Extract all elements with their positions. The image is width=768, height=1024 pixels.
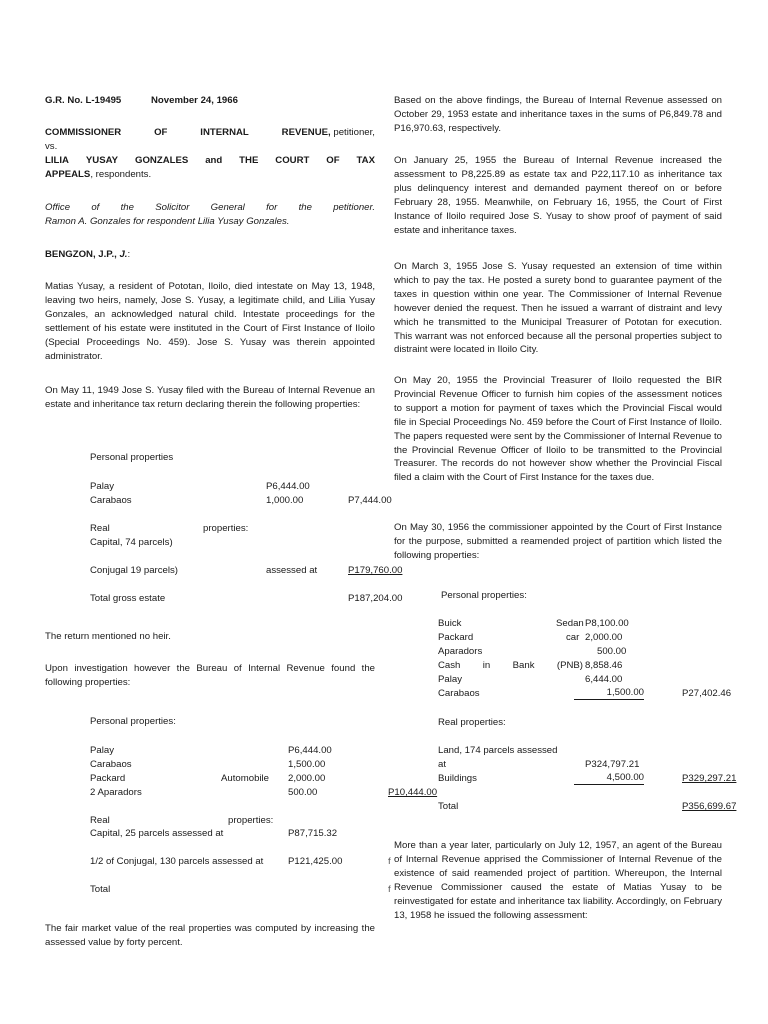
- row-label: 2 Aparadors: [90, 787, 142, 798]
- decision-date: November 24, 1966: [151, 95, 238, 106]
- row-label: Capital, 25 parcels assessed at: [90, 828, 224, 839]
- judge-name: BENGZON, J.P.,: [45, 249, 117, 260]
- row-label: 1/2 of Conjugal, 130 parcels assessed at: [90, 856, 264, 867]
- row-total: P179,760.00: [348, 565, 403, 576]
- row-value: 1,500.00: [288, 759, 326, 770]
- row-label: Packard: [438, 632, 474, 643]
- row-label: Buildings: [438, 773, 477, 784]
- paragraph-5: The fair market value of the real properties was computed by increasing the assessed value by forty percent.: [45, 923, 375, 948]
- versus: vs.: [45, 141, 58, 152]
- party-word: REVENUE,: [281, 127, 331, 138]
- row-label: Palay: [438, 674, 462, 685]
- paragraph-3: The return mentioned no heir.: [45, 631, 171, 642]
- cash-word: (PNB): [556, 660, 583, 671]
- row-type: Automobile: [221, 773, 269, 784]
- real-word: Real: [90, 815, 110, 826]
- row-total: P187,204.00: [348, 593, 403, 604]
- properties-word: properties:: [203, 523, 249, 534]
- row-value: 1,000.00: [266, 495, 304, 506]
- party-word: COMMISSIONER: [45, 127, 122, 138]
- real-word: Real: [90, 523, 110, 534]
- row-value: 500.00: [288, 787, 318, 798]
- row-value: P121,425.00: [288, 856, 343, 867]
- row-total: P10,444.00: [388, 787, 438, 798]
- party-respondents: , respondents.: [90, 169, 152, 180]
- row-label: Packard: [90, 773, 126, 784]
- cut-mark: f: [388, 856, 391, 867]
- row-value: 8,858.46: [585, 660, 623, 671]
- row-value: 6,444.00: [585, 674, 623, 685]
- row-label: assessed at: [266, 565, 318, 576]
- row-type: car: [566, 632, 580, 643]
- row-label: Carabaos: [438, 688, 480, 699]
- row-type: Sedan: [556, 618, 584, 629]
- row-label: Total gross estate: [90, 593, 166, 604]
- row-value: P8,100.00: [585, 618, 629, 629]
- table-heading: Personal properties: [90, 452, 174, 463]
- party-word: TAX: [356, 155, 375, 166]
- counsel-line-1: Office of the Solicitor General for the petitioner.: [45, 202, 375, 213]
- row-label: Carabaos: [90, 495, 132, 506]
- party-word: OF: [326, 155, 340, 166]
- row-label: Land, 174 parcels assessed: [438, 745, 558, 756]
- row-label: Capital, 74 parcels): [90, 537, 173, 548]
- row-label: Total: [438, 801, 459, 812]
- party-words: [282, 126, 375, 140]
- party-appeals: APPEALS: [45, 169, 91, 180]
- party-word: THE: [239, 155, 259, 166]
- row-total: P356,699.67: [682, 801, 737, 812]
- party-word: INTERNAL: [200, 127, 249, 138]
- party-word: petitioner,: [333, 127, 375, 138]
- paragraph-4: Upon investigation however the Bureau of Internal Revenue found the following properties:: [45, 663, 375, 688]
- row-value: P87,715.32: [288, 828, 338, 839]
- cut-mark: f: [388, 884, 391, 895]
- row-label: Total: [90, 884, 111, 895]
- judge-colon: :: [127, 249, 131, 260]
- row-label: Buick: [438, 618, 462, 629]
- case-number: G.R. No. L-19495: [45, 95, 122, 106]
- parties-line-1: [45, 126, 375, 140]
- row-label: Palay: [90, 481, 114, 492]
- table-heading: Personal properties:: [90, 716, 176, 727]
- row-total: P27,402.46: [682, 688, 732, 699]
- party-word: LILIA: [45, 155, 69, 166]
- paragraph-6: Based on the above findings, the Bureau of Internal Revenue assessed on October 29, 1953 estate and inheritance taxes in the sums of P6,849.78 and P16,970.63, respectively.: [394, 95, 722, 134]
- cash-word: Cash: [438, 660, 461, 671]
- parties-line-2: [45, 154, 375, 168]
- cash-row-label: [438, 659, 583, 673]
- party-word: GONZALES: [134, 155, 189, 166]
- row-value: P6,444.00: [266, 481, 310, 492]
- row-label: Palay: [90, 745, 114, 756]
- row-label: Carabaos: [90, 759, 132, 770]
- paragraph-11: More than a year later, particularly on July 12, 1957, an agent of the Bureau of Internal Revenue apprised the Commissioner of Internal Revenue of the existence of said reamended project of partition. Whereupon, the Internal Revenue Commissioner caused the estate of Matias Yusay to be reinvestigated for estate and inheritance tax liability. Accordingly, on February 13, 1958 he issued the following assessment:: [394, 840, 722, 921]
- party-word: OF: [154, 127, 168, 138]
- ponente: [45, 248, 130, 262]
- paragraph-7: On January 25, 1955 the Bureau of Internal Revenue increased the assessment to P8,225.89 as estate tax and P22,117.10 as inheritance tax plus delinquency interest and demanded payment thereof on or before February 28, 1955. Meanwhile, on February 16, 1955, the Court of First Instance of Iloilo required Jose S. Yusay to show proof of payment of said estate and inheritance taxes.: [394, 155, 722, 236]
- row-value: 2,000.00: [288, 773, 326, 784]
- cash-word: in: [482, 660, 491, 671]
- party-word: and: [205, 155, 223, 166]
- table-subheading: Real properties:: [438, 717, 506, 728]
- row-label: at: [438, 759, 447, 770]
- party-word: YUSAY: [85, 155, 119, 166]
- row-value: 500.00: [597, 646, 627, 657]
- judge-title: J.: [119, 249, 128, 260]
- row-value: P324,797.21: [585, 759, 640, 770]
- properties-word: properties:: [228, 815, 274, 826]
- paragraph-8: On March 3, 1955 Jose S. Yusay requested an extension of time within which to pay the tax. He posted a surety bond to guarantee payment of the taxes in question within one year. The Commissioner of Internal Revenue however denied the request. Then he issued a warrant of distraint and levy which he transmitted to the Municipal Treasurer of Pototan for execution. This warrant was not enforced because all the personal properties subject to distraint were located in Iloilo City.: [394, 261, 722, 356]
- row-value: 1,500.00: [574, 687, 644, 700]
- row-total: P7,444.00: [348, 495, 392, 506]
- table-heading: Personal properties:: [441, 590, 527, 601]
- row-value: P6,444.00: [288, 745, 332, 756]
- paragraph-10: On May 30, 1956 the commissioner appointed by the Court of First Instance for the purpose, submitted a reamended project of partition which listed the following properties:: [394, 522, 722, 561]
- cash-word: Bank: [512, 660, 535, 671]
- row-total: P329,297.21: [682, 773, 737, 784]
- parties-line-3: [45, 168, 151, 182]
- paragraph-2: On May 11, 1949 Jose S. Yusay filed with the Bureau of Internal Revenue an estate and inheritance tax return declaring therein the following properties:: [45, 385, 375, 410]
- counsel-line-2: Ramon A. Gonzales for respondent Lilia Yusay Gonzales.: [45, 216, 290, 227]
- paragraph-9: On May 20, 1955 the Provincial Treasurer of Iloilo requested the BIR Provincial Revenue Officer to furnish him copies of the assessment notices to support a motion for payment of taxes which the Provincial Fiscal would file in Special Proceedings No. 459 before the Court of First Instance of Iloilo. The papers requested were sent by the Commissioner of Internal Revenue to the Provincial Revenue Officer of Iloilo to be transmitted to the Provincial Treasurer. The records do not however show whether the Provincial Fiscal filed a claim with the Court of First Instance for the taxes due.: [394, 375, 722, 484]
- party-word: COURT: [275, 155, 310, 166]
- row-label: Conjugal 19 parcels): [90, 565, 178, 576]
- paragraph-1: Matias Yusay, a resident of Pototan, Iloilo, died intestate on May 13, 1948, leaving two heirs, namely, Jose S. Yusay, a legitimate child, and Lilia Yusay Gonzales, an acknowledged natural child. Intestate proceedings for the settlement of his estate were instituted in the Court of First Instance of Iloilo (Special Proceedings No. 459). Jose S. Yusay was therein appointed administrator.: [45, 281, 375, 362]
- row-value: 2,000.00: [585, 632, 623, 643]
- row-value: 4,500.00: [574, 772, 644, 785]
- row-label: Aparadors: [438, 646, 483, 657]
